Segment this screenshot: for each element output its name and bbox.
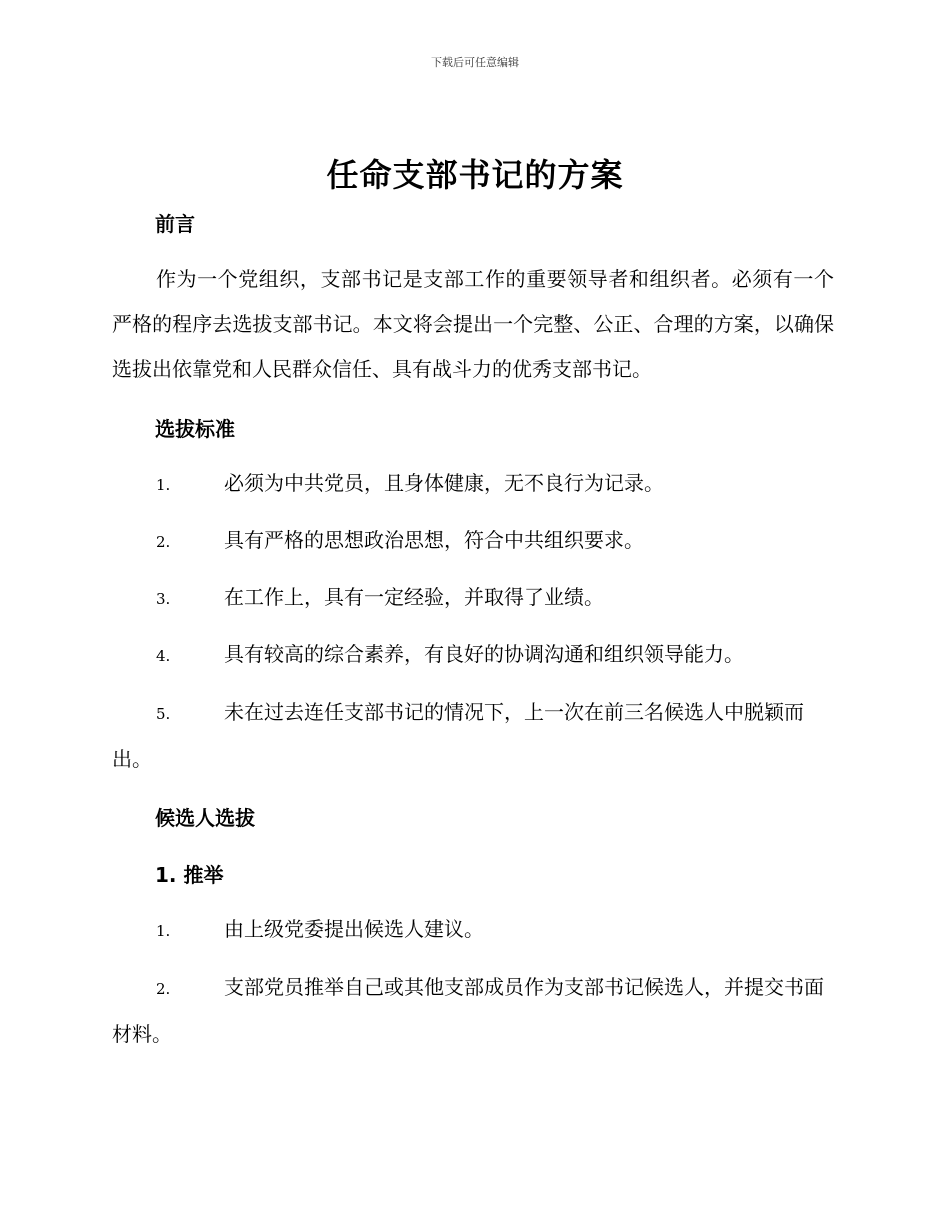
heading-preface: 前言 bbox=[155, 212, 195, 236]
heading-criteria: 选拔标准 bbox=[155, 417, 235, 441]
list-number: 1. bbox=[156, 476, 171, 494]
list-number: 2. bbox=[156, 533, 171, 551]
criteria-item bbox=[112, 632, 834, 679]
list-item-text: 由上级党委提出候选人建议。 bbox=[224, 917, 484, 941]
heading-candidates: 候选人选拔 bbox=[155, 806, 255, 830]
list-number: 5. bbox=[156, 705, 171, 723]
criteria-item bbox=[112, 690, 834, 782]
document-title: 任命支部书记的方案 bbox=[326, 156, 624, 194]
list-item-text: 必须为中共党员，且身体健康，无不良行为记录。 bbox=[224, 471, 664, 495]
list-item-text: 支部党员推举自己或其他支部成员作为支部书记候选人，并提交书面材料。 bbox=[112, 975, 824, 1046]
list-item-text: 在工作上，具有一定经验，并取得了业绩。 bbox=[224, 585, 604, 609]
list-item-text: 具有较高的综合素养，有良好的协调沟通和组织领导能力。 bbox=[224, 642, 744, 666]
sub-heading-nomination: 1. 推举 bbox=[155, 863, 224, 887]
list-number: 1. bbox=[156, 922, 171, 940]
candidate-item bbox=[112, 965, 834, 1057]
list-number: 2. bbox=[156, 980, 171, 998]
list-number: 4. bbox=[156, 647, 171, 665]
list-item-text: 未在过去连任支部书记的情况下，上一次在前三名候选人中脱颖而出。 bbox=[112, 700, 804, 771]
preface-paragraph: 作为一个党组织，支部书记是支部工作的重要领导者和组织者。必须有一个严格的程序去选拔支部书记。本文将会提出一个完整、公正、合理的方案，以确保选拔出依靠党和人民群众信任、具有战斗力的优秀支部书记。 bbox=[112, 267, 834, 381]
candidate-item bbox=[112, 907, 834, 954]
criteria-item bbox=[112, 518, 834, 565]
criteria-item bbox=[112, 461, 834, 508]
page-header-note: 下载后可任意编辑 bbox=[431, 56, 519, 69]
criteria-item bbox=[112, 575, 834, 622]
list-item-text: 具有严格的思想政治思想，符合中共组织要求。 bbox=[224, 528, 644, 552]
list-number: 3. bbox=[156, 590, 171, 608]
